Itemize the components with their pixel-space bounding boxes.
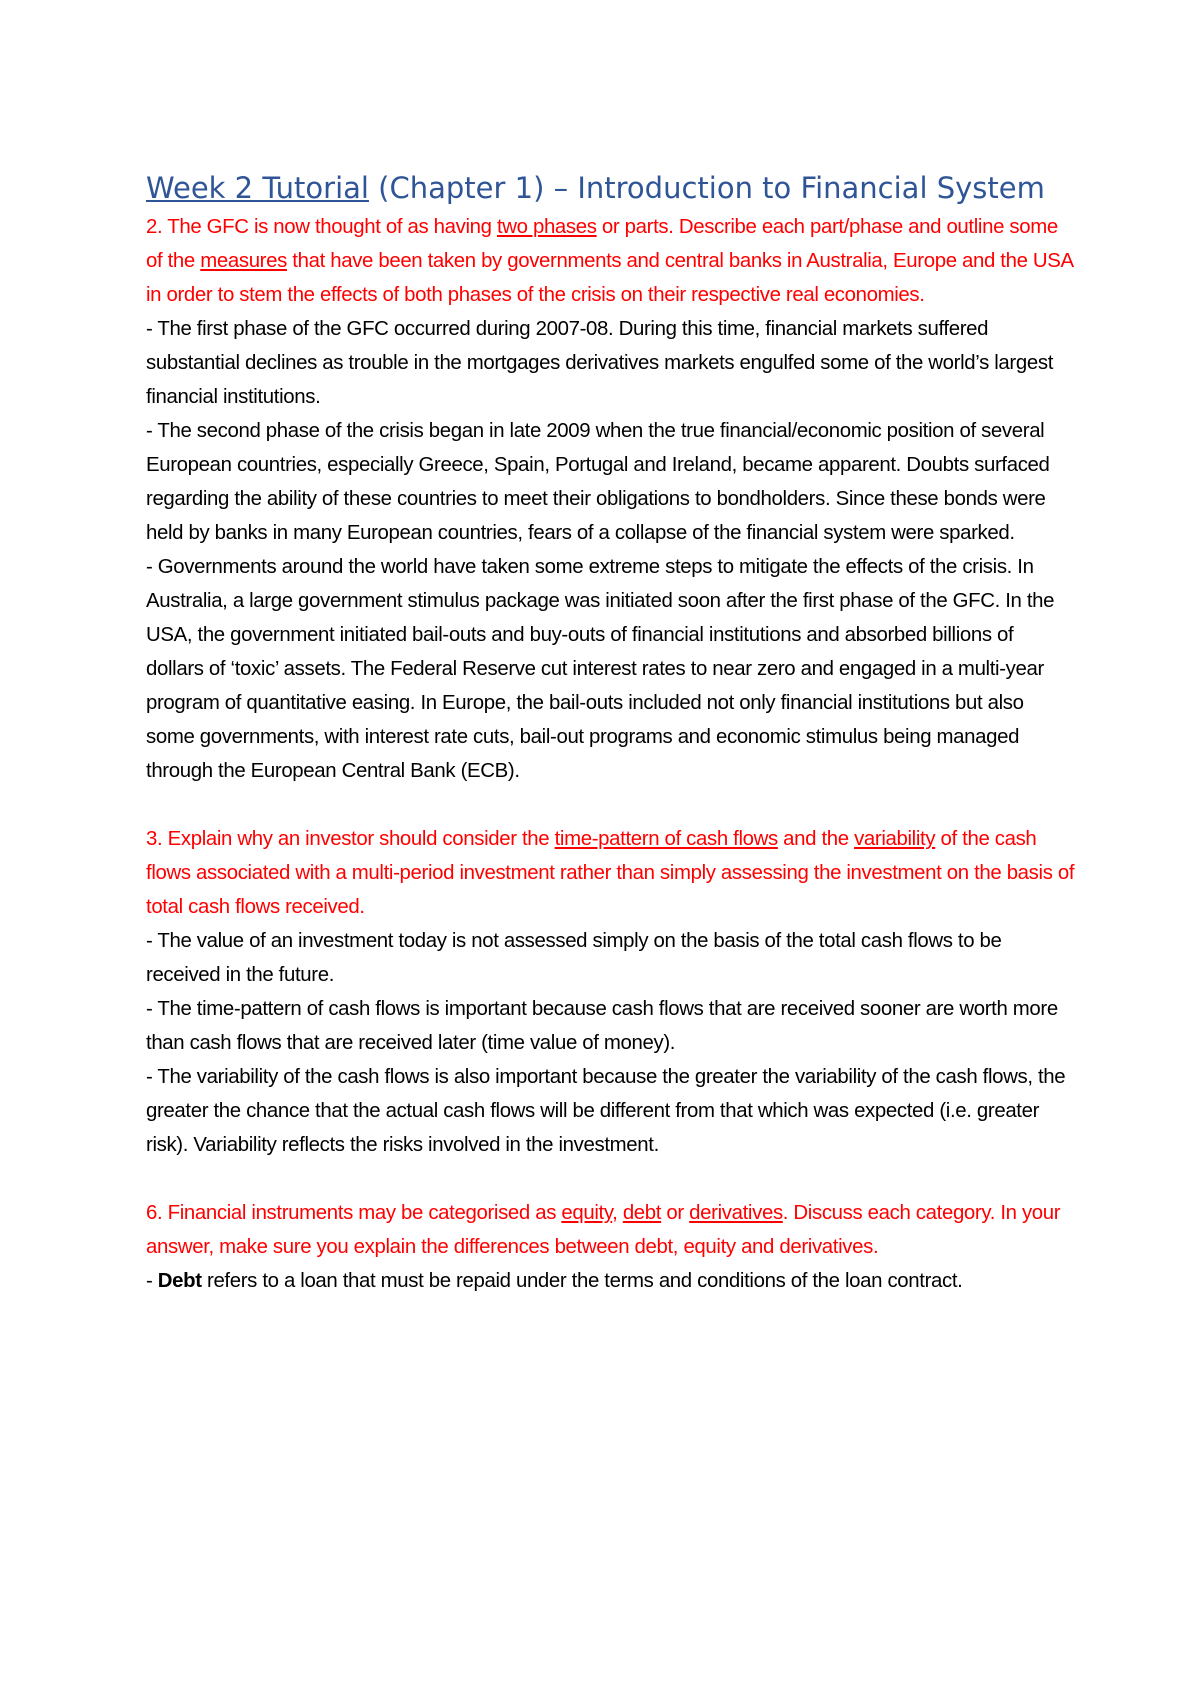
question-keyword: time-pattern of cash flows [554, 828, 778, 850]
question-keyword: measures [200, 250, 287, 272]
answer-paragraph: - The time-pattern of cash flows is important because cash flows that are received sooner are worth more than cash flows that are received later (time value of money). [146, 998, 1058, 1054]
answer-paragraph: - The variability of the cash flows is also important because the greater the variability of the cash flows, the greater the chance that the actual cash flows will be different from that which was expected (i.e. greater risk). Variability reflects the risks involved in the investment. [146, 1066, 1066, 1156]
question-3 [146, 822, 1076, 924]
question-keyword: equity [561, 1202, 613, 1224]
question-text: or [661, 1202, 690, 1224]
page-title [146, 168, 1076, 209]
answer-paragraph: - Governments around the world have taken some extreme steps to mitigate the effects of the crisis. In Australia, a large government stimulus package was initiated soon after the first phase of the GFC. In the USA, the government initiated bail-outs and buy-outs of financial institutions and absorbed billions of dollars of ‘toxic’ assets. The Federal Reserve cut interest rates to near zero and engaged in a multi-year program of quantitative easing. In Europe, the bail-outs included not only financial institutions but also some governments, with interest rate cuts, bail-out programs and economic stimulus being managed through the European Central Bank (ECB). [146, 556, 1055, 782]
title-chapter-label: (Chapter 1) – Introduction to Financial System [368, 171, 1045, 205]
paragraph-spacer [146, 788, 1076, 822]
answer-term: Debt [157, 1270, 202, 1292]
answer-paragraph: - The second phase of the crisis began in late 2009 when the true financial/economic position of several European countries, especially Greece, Spain, Portugal and Ireland, became apparent. Doubts surfaced regarding the ability of these countries to meet their obligations to bondholders. Since these bonds were held by banks in many European countries, fears of a collapse of the financial system were sparked. [146, 420, 1050, 544]
answer-paragraph: - The value of an investment today is not assessed simply on the basis of the total cash flows to be received in the future. [146, 930, 1002, 986]
question-keyword: debt [622, 1202, 662, 1224]
question-text: 3. Explain why an investor should consider the [146, 828, 555, 850]
paragraph-spacer [146, 1162, 1076, 1196]
document-page [146, 168, 1076, 1298]
question-text: that have been taken by governments and central banks in Australia, Europe and the USA in order to stem the effects of both phases of the crisis on their respective real economies. [146, 250, 1073, 306]
answer-text: refers to a loan that must be repaid under the terms and conditions of the loan contract. [201, 1270, 963, 1292]
question-2 [146, 210, 1076, 312]
question-text: 2. The GFC is now thought of as having [146, 216, 497, 238]
question-6 [146, 1196, 1076, 1264]
question-keyword: derivatives [689, 1202, 783, 1224]
question-text: . Discuss each category. In your answer, make sure you explain the differences between debt, equity and derivatives. [146, 1202, 1061, 1258]
question-text: of the cash flows associated with a multi-period investment rather than simply assessing the investment on the basis of total cash flows received. [146, 828, 1075, 918]
question-text: or parts. Describe each part/phase and outline some of the [146, 216, 1058, 272]
question-text: , [612, 1202, 623, 1224]
question-keyword: two phases [496, 216, 597, 238]
answer-paragraph: - The first phase of the GFC occurred during 2007-08. During this time, financial markets suffered substantial declines as trouble in the mortgages derivatives markets engulfed some of the world’s largest financial institutions. [146, 318, 1054, 408]
question-keyword: variability [854, 828, 936, 850]
question-text: and the [777, 828, 855, 850]
answer-bullet: - [146, 1270, 158, 1292]
question-text: 6. Financial instruments may be categorised as [146, 1202, 562, 1224]
title-week-label: Week 2 Tutorial [146, 171, 369, 205]
answer-paragraph [146, 1264, 1076, 1298]
